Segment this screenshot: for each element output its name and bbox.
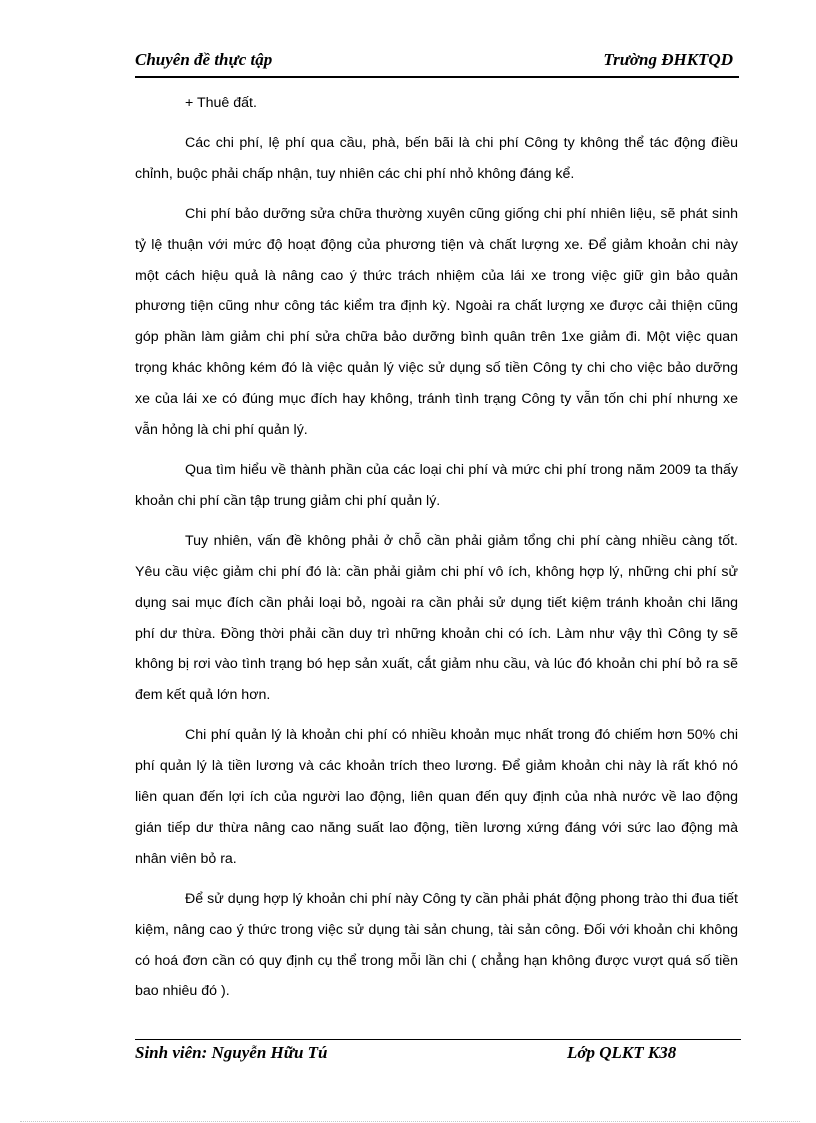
header-title: Chuyên đề thực tập xyxy=(135,50,273,69)
document-body xyxy=(135,88,738,1016)
footer-class: Lớp QLKT K38 xyxy=(567,1043,677,1062)
paragraph-maintenance: Chi phí bảo dưỡng sửa chữa thường xuyên cũng giống chi phí nhiên liệu, sẽ phát sinh tỷ lệ thuận với mức độ hoạt động của phương tiện và chất lượng xe. Để giảm khoản chi này một cách hiệu quả là nâng cao ý thức trách nhiệm của lái xe trong việc giữ gìn bảo quản phương tiện cũng như công tác kiểm tra định kỳ. Ngoài ra chất lượng xe được cải thiện cũng góp phần làm giảm chi phí sửa chữa bảo dưỡng bình quân trên 1xe giảm đi. Một việc quan trọng khác không kém đó là việc quản lý việc sử dụng số tiền Công ty chi cho việc bảo dưỡng xe của lái xe có đúng mục đích hay không, tránh tình trạng Công ty vẫn tốn chi phí nhưng xe vẫn hỏng là chi phí quản lý. xyxy=(135,205,738,439)
paragraph-reduction-requirements: Tuy nhiên, vấn đề không phải ở chỗ cần phải giảm tổng chi phí càng nhiều càng tốt. Yêu cầu việc giảm chi phí đó là: cần phải giảm chi phí vô ích, không hợp lý, những chi phí sử dụng sai mục đích cần phải loại bỏ, ngoài ra cần phải sử dụng tiết kiệm tránh khoản chi lãng phí dư thừa. Đồng thời phải cần duy trì những khoản chi có ích. Làm như vậy thì Công ty sẽ không bị rơi vào tình trạng bó hẹp sản xuất, cắt giảm nhu cầu, và lúc đó khoản chi phí bỏ ra sẽ đem kết quả lớn hơn. xyxy=(135,532,738,704)
header-school: Trường ĐHKTQD xyxy=(603,50,733,69)
footer-student: Sinh viên: Nguyễn Hữu Tú xyxy=(135,1043,328,1062)
paragraph-savings-campaign: Để sử dụng hợp lý khoản chi phí này Công ty cần phải phát động phong trào thi đua tiết kiệm, nâng cao ý thức trong việc sử dụng tài sản chung, tài sản công. Đối với khoản chi không có hoá đơn cần có quy định cụ thể trong mỗi lần chi ( chẳng hạn không được vượt quá số tiền bao nhiêu đó ). xyxy=(135,890,738,1000)
paragraph-management-cost: Chi phí quản lý là khoản chi phí có nhiều khoản mục nhất trong đó chiếm hơn 50% chi phí quản lý là tiền lương và các khoản trích theo lương. Để giảm khoản chi này là rất khó nó liên quan đến lợi ích của người lao động, liên quan đến quy định của nhà nước về lao động gián tiếp dư thừa nâng cao năng suất lao động, tiền lương xứng đáng với sức lao động mà nhân viên bỏ ra. xyxy=(135,727,738,867)
paragraph-land-rent: + Thuê đất. xyxy=(185,95,257,111)
page-bottom-border xyxy=(20,1121,800,1122)
paragraph-tolls: Các chi phí, lệ phí qua cầu, phà, bến bãi là chi phí Công ty không thể tác động điều chỉnh, buộc phải chấp nhận, tuy nhiên các chi phí nhỏ không đáng kể. xyxy=(135,134,738,182)
footer-divider xyxy=(135,1039,741,1040)
page-footer xyxy=(135,1043,741,1067)
page-header xyxy=(135,46,739,78)
paragraph-cost-analysis: Qua tìm hiểu về thành phần của các loại chi phí và mức chi phí trong năm 2009 ta thấy khoản chi phí cần tập trung giảm chi phí quản lý. xyxy=(135,461,738,509)
